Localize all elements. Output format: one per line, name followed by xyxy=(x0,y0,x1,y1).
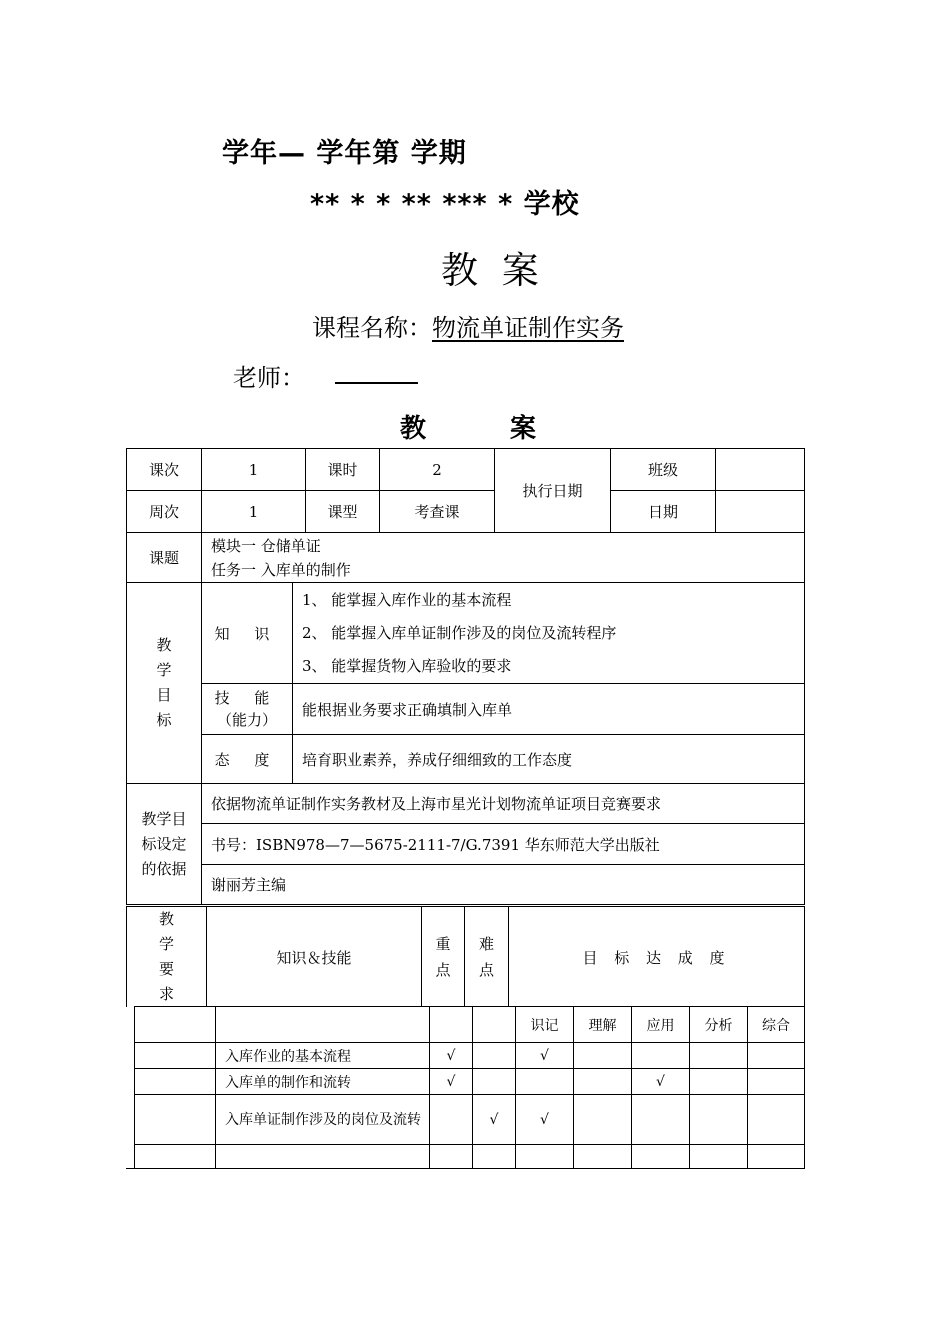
level-synthesize: 综合 xyxy=(748,1007,805,1043)
row-difficult-mark xyxy=(473,1043,516,1069)
knowledge-list xyxy=(293,583,805,684)
row-key-mark xyxy=(430,1095,473,1145)
section-title: 教案 xyxy=(400,414,621,444)
difficult-point-header-text: 难点 xyxy=(478,935,494,979)
row-level-mark: √ xyxy=(516,1095,574,1145)
blank-cell xyxy=(135,1095,216,1145)
school-heading: ** * * ** *** * 学校 xyxy=(310,189,580,220)
level-apply: 应用 xyxy=(632,1007,690,1043)
topic-line: 模块一 仓储单证 xyxy=(211,536,321,555)
basis-line: 书号：ISBN978—7—5675-2111-7/G.7391 华东师范大学出版社 xyxy=(202,824,805,865)
row-level-mark xyxy=(574,1043,632,1069)
table-row xyxy=(135,1043,805,1069)
blank-cell xyxy=(473,1007,516,1043)
row-level-mark xyxy=(516,1069,574,1095)
course-name-line xyxy=(312,308,624,343)
row-level-mark xyxy=(632,1043,690,1069)
knowledge-item: 2、 能掌握入库单证制作涉及的岗位及流转程序 xyxy=(302,623,617,642)
row-difficult-mark xyxy=(473,1145,516,1169)
exec-date-label: 执行日期 xyxy=(495,449,611,533)
table-edge-stub xyxy=(126,1168,134,1169)
basis-line: 依据物流单证制作实务教材及上海市星光计划物流单证项目竞赛要求 xyxy=(202,784,805,824)
attitude-text: 培育职业素养，养成仔细细致的工作态度 xyxy=(293,735,805,784)
document-title: 教 案 xyxy=(441,249,545,292)
difficult-point-header xyxy=(465,907,509,1008)
row-level-mark xyxy=(690,1145,748,1169)
key-point-header xyxy=(422,907,465,1008)
row-level-mark xyxy=(574,1069,632,1095)
skill-label xyxy=(202,684,293,735)
course-name: 物流单证制作实务 xyxy=(432,314,624,342)
skill-text: 能根据业务要求正确填制入库单 xyxy=(293,684,805,735)
key-point-header-text: 重点 xyxy=(435,935,451,979)
table-row xyxy=(135,1095,805,1145)
term-heading: 学年— 学年第 学期 xyxy=(222,138,467,169)
basis-line: 谢丽芳主编 xyxy=(202,865,805,905)
table-row xyxy=(135,1145,805,1169)
hours-value: 2 xyxy=(380,449,495,491)
date-value xyxy=(716,491,805,533)
teacher-blank-line xyxy=(335,382,418,384)
row-level-mark xyxy=(748,1043,805,1069)
topic-line: 任务一 入库单的制作 xyxy=(211,560,351,579)
requirements-label-text: 教学要求 xyxy=(158,910,174,1003)
knowledge-item: 3、 能掌握货物入库验收的要求 xyxy=(302,656,512,675)
class-label: 班级 xyxy=(611,449,716,491)
skill-label-line: （能力） xyxy=(216,711,277,729)
knowledge-label: 知 识 xyxy=(202,583,293,684)
lesson-plan-table xyxy=(126,448,805,905)
row-item: 入库作业的基本流程 xyxy=(216,1043,430,1069)
objectives-label-text: 教学目标 xyxy=(156,636,172,729)
blank-cell xyxy=(135,1043,216,1069)
type-label: 课型 xyxy=(306,491,380,533)
row-level-mark xyxy=(574,1145,632,1169)
hours-label: 课时 xyxy=(306,449,380,491)
level-memorize: 识记 xyxy=(516,1007,574,1043)
week-label: 周次 xyxy=(127,491,202,533)
type-value: 考查课 xyxy=(380,491,495,533)
attitude-label: 态 度 xyxy=(202,735,293,784)
teacher-label: 老师： xyxy=(233,364,305,392)
row-level-mark xyxy=(690,1043,748,1069)
level-understand: 理解 xyxy=(574,1007,632,1043)
requirements-label xyxy=(127,907,207,1008)
knowledge-item: 1、 能掌握入库作业的基本流程 xyxy=(302,590,512,609)
topic-cell xyxy=(202,533,805,583)
row-level-mark xyxy=(690,1095,748,1145)
date-label: 日期 xyxy=(611,491,716,533)
row-level-mark xyxy=(574,1095,632,1145)
row-item xyxy=(216,1145,430,1169)
row-level-mark xyxy=(748,1145,805,1169)
level-analyze: 分析 xyxy=(690,1007,748,1043)
row-key-mark xyxy=(430,1145,473,1169)
row-level-mark xyxy=(748,1095,805,1145)
blank-cell xyxy=(216,1007,430,1043)
row-item: 入库单证制作涉及的岗位及流转 xyxy=(216,1095,430,1145)
blank-cell xyxy=(135,1145,216,1169)
row-level-mark: √ xyxy=(632,1069,690,1095)
row-level-mark xyxy=(516,1145,574,1169)
row-item: 入库单的制作和流转 xyxy=(216,1069,430,1095)
topic-label: 课题 xyxy=(127,533,202,583)
class-value xyxy=(716,449,805,491)
row-key-mark: √ xyxy=(430,1043,473,1069)
row-level-mark xyxy=(690,1069,748,1095)
row-difficult-mark xyxy=(473,1069,516,1095)
blank-cell xyxy=(135,1007,216,1043)
achievement-grid xyxy=(134,1006,805,1169)
row-difficult-mark: √ xyxy=(473,1095,516,1145)
course-label: 课程名称： xyxy=(312,314,432,342)
row-level-mark xyxy=(632,1095,690,1145)
basis-label-text: 教学目标设定的依据 xyxy=(141,809,187,878)
basis-label xyxy=(127,784,202,905)
table-row xyxy=(135,1069,805,1095)
row-level-mark xyxy=(632,1145,690,1169)
requirements-header-table xyxy=(126,906,805,1007)
blank-cell xyxy=(135,1069,216,1095)
row-level-mark: √ xyxy=(516,1043,574,1069)
skill-label-line: 技 能 xyxy=(214,689,280,707)
knowledge-skill-header: 知识＆技能 xyxy=(207,907,422,1008)
week-value: 1 xyxy=(202,491,306,533)
lesson-no-label: 课次 xyxy=(127,449,202,491)
lesson-no-value: 1 xyxy=(202,449,306,491)
row-level-mark xyxy=(748,1069,805,1095)
blank-cell xyxy=(430,1007,473,1043)
target-header: 目 标 达 成 度 xyxy=(509,907,805,1008)
row-key-mark: √ xyxy=(430,1069,473,1095)
objectives-label xyxy=(127,583,202,784)
